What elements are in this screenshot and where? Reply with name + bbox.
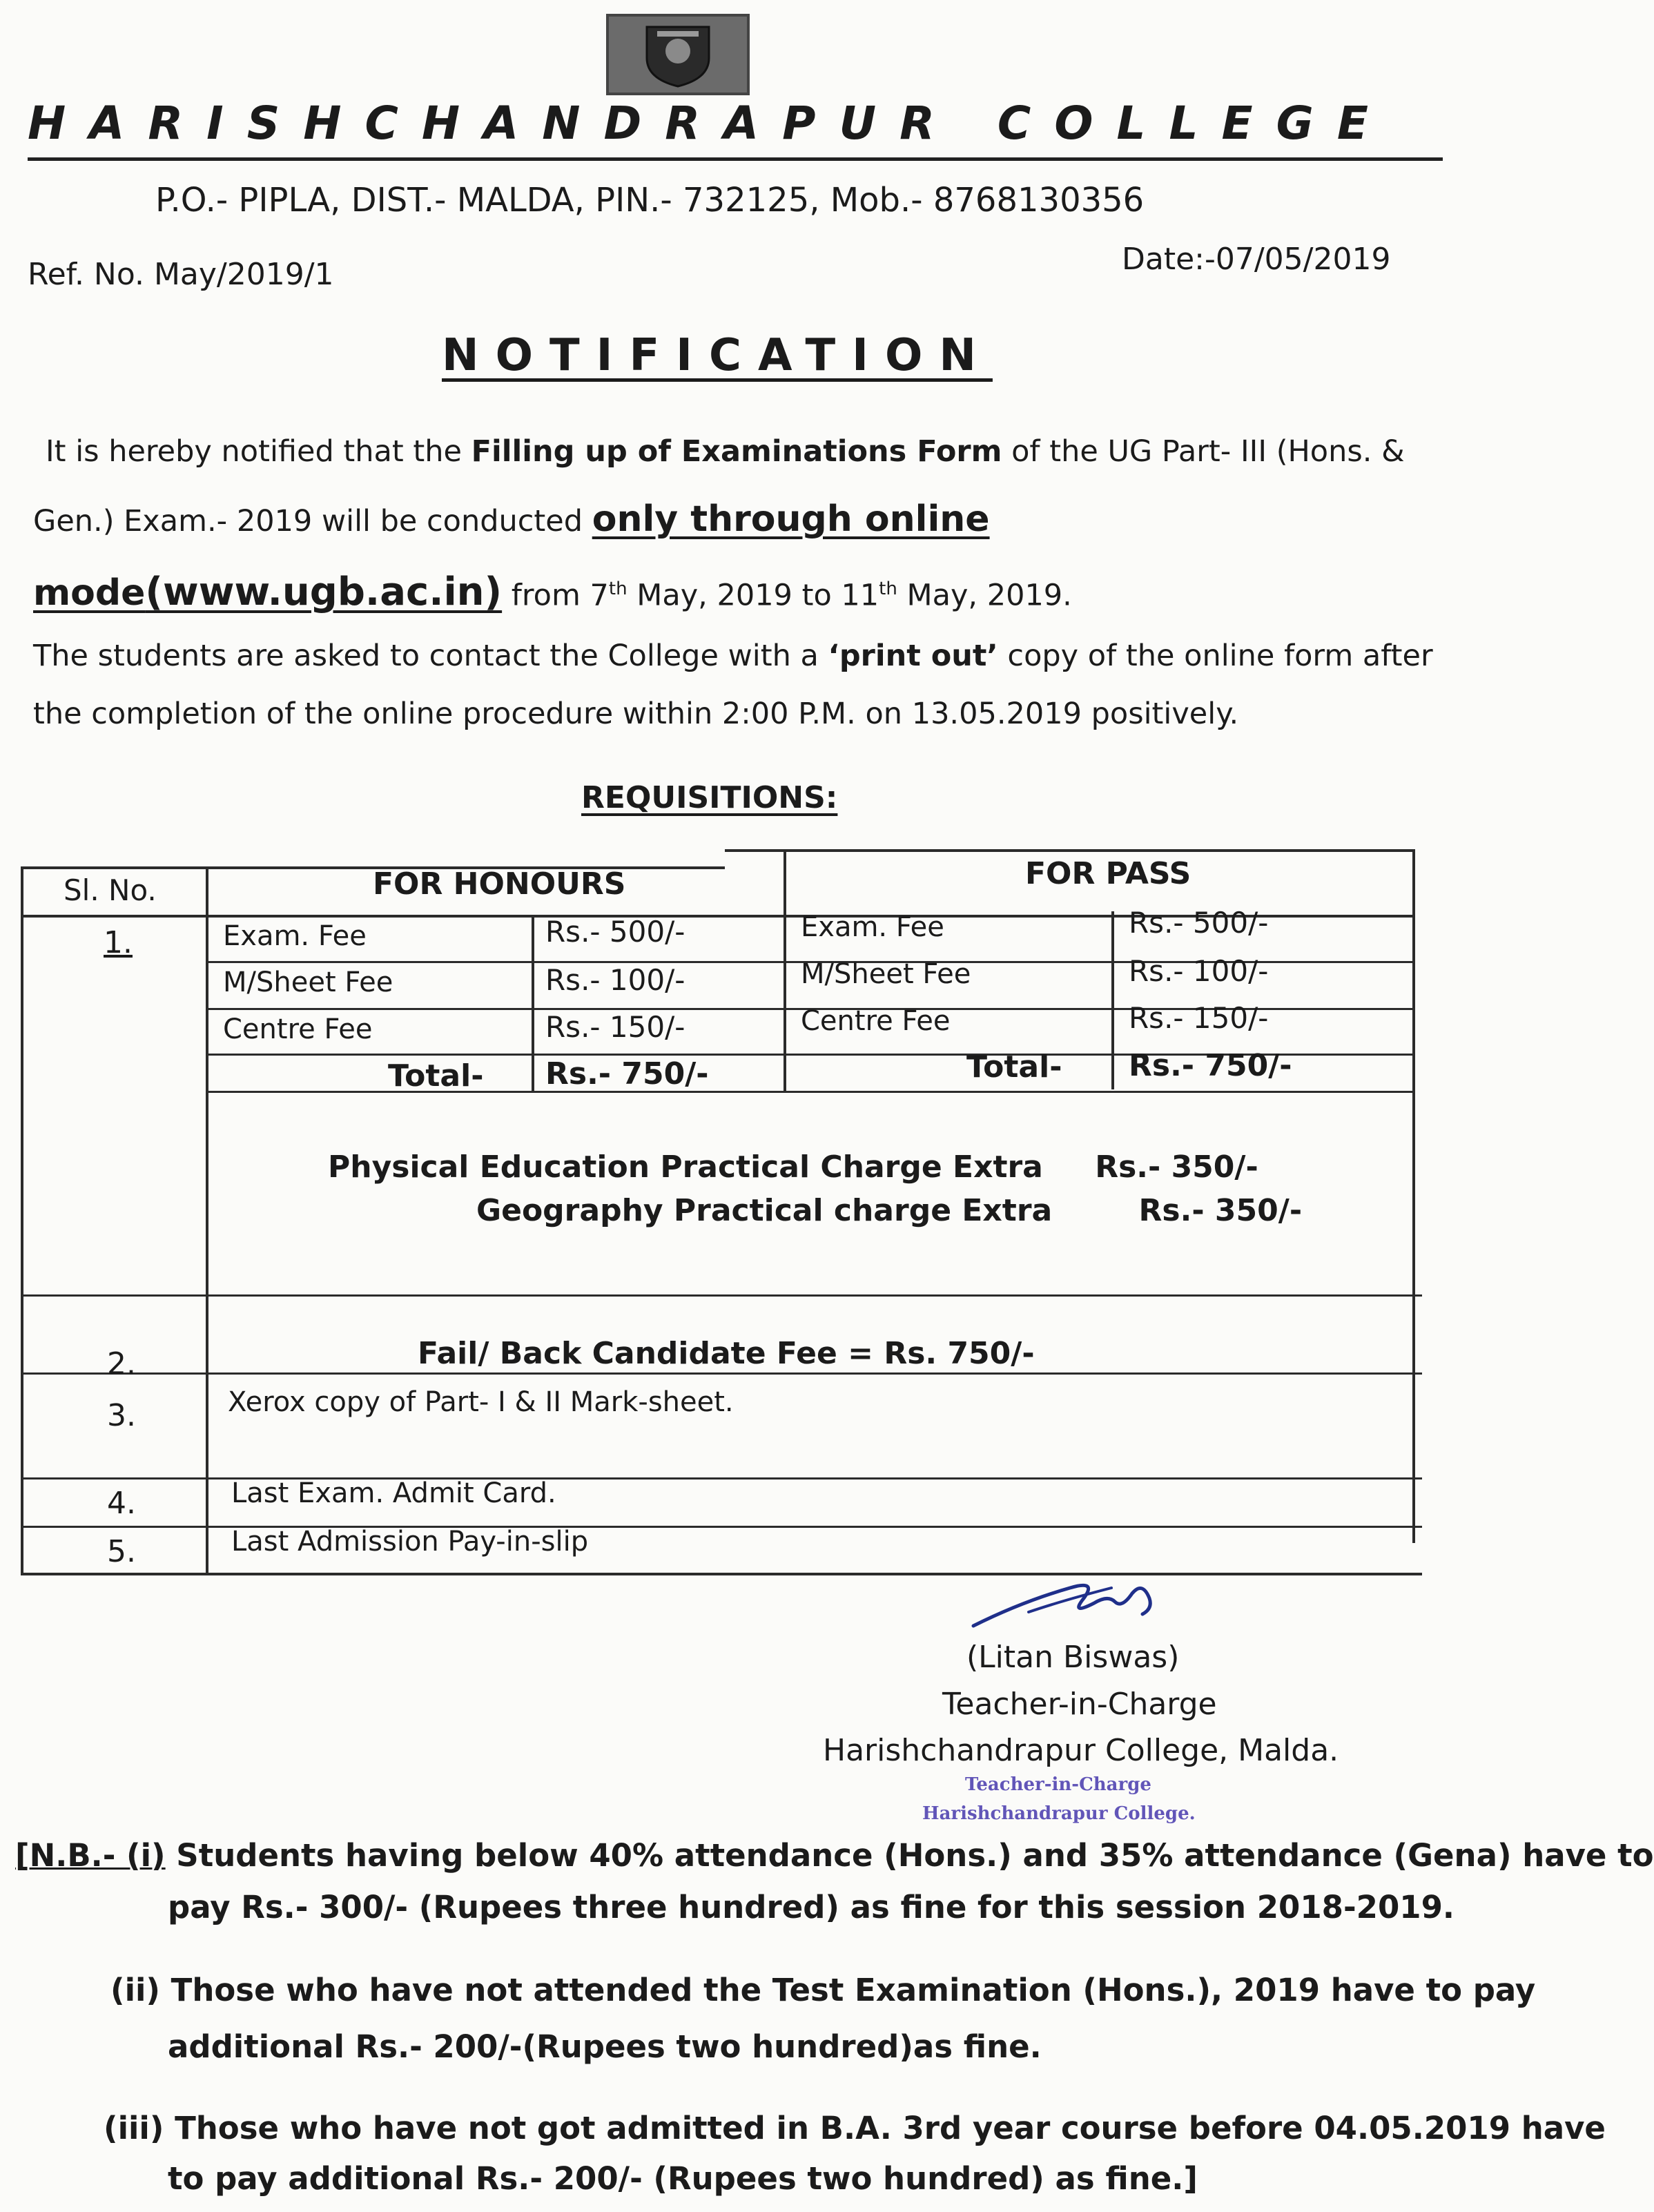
col-header-pass: FOR PASS [1025, 856, 1191, 891]
nb-item-i-line1: [N.B.- (i) Students having below 40% attendance (Hons.) and 35% attendance (Gena) have to [15, 1837, 1654, 1874]
online-mode-text: only through online mode(www.ugb.ac.in) [33, 498, 990, 615]
pass-exam-fee-label: Exam. Fee [801, 911, 944, 943]
honours-total-label: Total- [388, 1058, 484, 1094]
crest-icon [640, 20, 716, 89]
notice-date: Date:-07/05/2019 [1122, 242, 1391, 277]
print-out-emphasis: ‘print out’ [828, 639, 998, 673]
honours-centre-fee-label: Centre Fee [223, 1013, 373, 1045]
honours-msheet-fee-label: M/Sheet Fee [223, 967, 393, 998]
geography-amount: Rs.- 350/- [1138, 1193, 1303, 1228]
row2-divider [21, 1372, 1422, 1375]
row4-admit-card: Last Exam. Admit Card. [231, 1477, 556, 1509]
nb-label: [N.B.- (i) [15, 1837, 166, 1874]
pass-amount-divider [1111, 911, 1114, 1089]
honours-pass-divider [784, 851, 786, 1092]
physical-education-extra [328, 1149, 1258, 1185]
exam-form-emphasis: Filling up of Examinations Form [471, 434, 1002, 469]
college-address: P.O.- PIPLA, DIST.- MALDA, PIN.- 732125, Mob.- 8768130356 [155, 181, 1145, 220]
row5-pay-in-slip: Last Admission Pay-in-slip [231, 1526, 589, 1558]
pass-centre-fee-label: Centre Fee [801, 1005, 951, 1037]
paragraph-print-out: The students are asked to contact the College with a ‘print out’ copy of the online form after the completion of the online procedure within 2:00 P.M. on 13.05.2019 positively. [33, 639, 1433, 731]
physical-education-amount: Rs.- 350/- [1095, 1149, 1258, 1185]
extras-divider [21, 1294, 1422, 1297]
nb-item-ii-line2: additional Rs.- 200/-(Rupees two hundred)as fine. [168, 2028, 1042, 2065]
honours-centre-fee-amount: Rs.- 150/- [545, 1010, 685, 1044]
requisitions-heading: REQUISITIONS: [581, 780, 838, 815]
pass-total-amount: Rs.- 750/- [1129, 1048, 1292, 1083]
notification-title: NOTIFICATION [442, 330, 993, 381]
stamp-line-2: Harishchandrapur College. [922, 1803, 1196, 1824]
nb-item-iii-line2: to pay additional Rs.- 200/- (Rupees two hundred) as fine.] [168, 2160, 1198, 2197]
row2-fail-back-fee: Fail/ Back Candidate Fee = Rs. 750/- [418, 1336, 1035, 1371]
table-border-bottom [21, 1573, 1422, 1575]
honours-msheet-fee-amount: Rs.- 100/- [545, 963, 685, 997]
college-logo [606, 14, 750, 95]
honours-amount-divider [532, 915, 534, 1093]
paragraph-exam-form: It is hereby notified that the Filling up of Examinations Form of the UG Part- III (Hons. & Gen.) Exam.- 2019 will be conducted only through online mode(www.ugb.ac.in) from 7th May, 2019 to 11th May, 2019. [33, 434, 1405, 615]
honours-total-amount: Rs.- 750/- [545, 1056, 709, 1092]
college-name: HARISHCHANDRAPUR COLLEGE [28, 97, 1392, 150]
pass-centre-fee-amount: Rs.- 150/- [1129, 1001, 1269, 1035]
ugb-link[interactable]: (www.ugb.ac.in) [145, 570, 503, 615]
pass-msheet-fee-label: M/Sheet Fee [801, 958, 971, 990]
row3-sl: 3. [107, 1398, 136, 1433]
physical-education-label: Physical Education Practical Charge Extra [328, 1149, 1043, 1185]
row2-sl: 2. [107, 1346, 136, 1381]
table-border-left [21, 866, 23, 1574]
geography-label: Geography Practical charge Extra [476, 1193, 1053, 1228]
pass-msheet-fee-amount: Rs.- 100/- [1129, 954, 1269, 988]
row3-xerox-marksheet: Xerox copy of Part- I & II Mark-sheet. [228, 1386, 734, 1418]
col-header-honours: FOR HONOURS [373, 866, 626, 902]
signatory-name: (Litan Biswas) [966, 1640, 1180, 1675]
stamp-line-1: Teacher-in-Charge [965, 1774, 1151, 1795]
signature-scrawl [966, 1560, 1174, 1643]
row4-sl: 4. [107, 1486, 136, 1521]
col-header-sl-no: Sl. No. [64, 873, 157, 907]
pass-total-label: Total- [966, 1049, 1062, 1085]
row1-sl: 1. [104, 925, 133, 960]
table-border-right [1412, 849, 1415, 1543]
table-border-top-right [725, 849, 1415, 852]
nb-item-i-line2: pay Rs.- 300/- (Rupees three hundred) as fine for this session 2018-2019. [168, 1889, 1455, 1925]
header-rule [28, 157, 1443, 161]
geography-extra [476, 1193, 1302, 1228]
pass-exam-fee-amount: Rs.- 500/- [1129, 906, 1269, 940]
honours-exam-fee-label: Exam. Fee [223, 920, 367, 952]
sl-column-divider [206, 866, 208, 1574]
nb-item-iii-line1: (iii) Those who have not got admitted in B.A. 3rd year course before 04.05.2019 have [104, 2110, 1606, 2146]
signatory-college: Harishchandrapur College, Malda. [823, 1733, 1339, 1768]
nb-item-ii-line1: (ii) Those who have not attended the Test Examination (Hons.), 2019 have to pay [110, 1972, 1536, 2008]
signatory-designation: Teacher-in-Charge [942, 1687, 1217, 1722]
row5-sl: 5. [107, 1534, 136, 1569]
reference-number: Ref. No. May/2019/1 [28, 257, 334, 292]
honours-exam-fee-amount: Rs.- 500/- [545, 915, 685, 949]
